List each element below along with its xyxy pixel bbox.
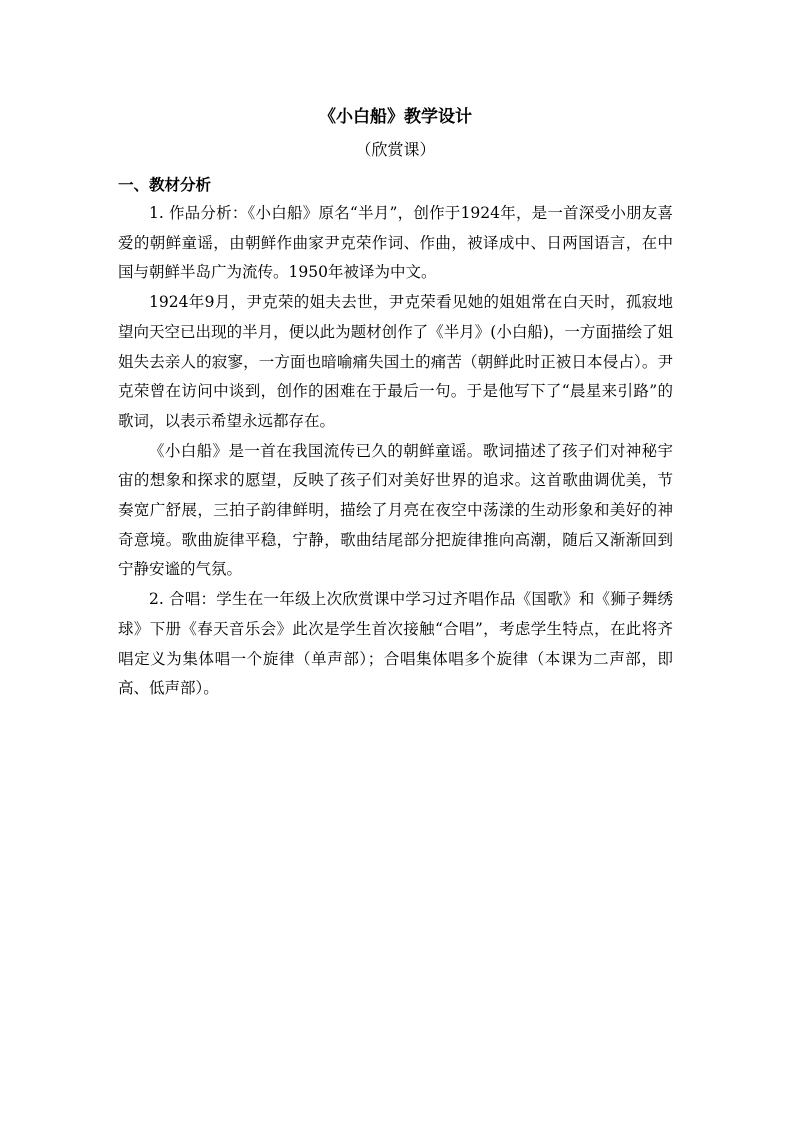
document-body (118, 100, 673, 704)
document-subtitle: （欣赏课） (355, 140, 436, 159)
paragraph-chorus: 2. 合唱：学生在一年级上次欣赏课中学习过齐唱作品《国歌》和《狮子舞绣球》下册《春天音乐会》此次是学生首次接触“合唱”，考虑学生特点，在此将齐唱定义为集体唱一个旋律（单声部）；合唱集体唱多个旋律（本课为二声部，即高、低声部）。 (118, 590, 673, 698)
section-heading-materials-analysis: 一、教材分析 (118, 175, 212, 194)
paragraph-song-description: 《小白船》是一首在我国流传已久的朝鲜童谣。歌词描述了孩子们对神秘宇宙的想象和探求的愿望，反映了孩子们对美好世界的追求。这首歌曲调优美，节奏宽广舒展，三拍子韵律鲜明，描绘了月亮在夜空中荡漾的生动形象和美好的神奇意境。歌曲旋律平稳，宁静，歌曲结尾部分把旋律推向高潮，随后又渐渐回到宁静安谧的气氛。 (118, 441, 673, 579)
paragraph-background: 1924年9月，尹克荣的姐夫去世，尹克荣看见她的姐姐常在白天时，孤寂地望向天空已出现的半月，便以此为题材创作了《半月》(小白船)，一方面描绘了姐姐失去亲人的寂寥，一方面也暗喻痛失国土的痛苦（朝鲜此时正被日本侵占）。尹克荣曾在访问中谈到，创作的困难在于最后一句。于是他写下了“晨星来引路”的歌词，以表示希望永远都存在。 (118, 293, 673, 430)
paragraph-work-analysis: 1. 作品分析：《小白船》原名“半月”，创作于1924年，是一首深受小朋友喜爱的朝鲜童谣，由朝鲜作曲家尹克荣作词、作曲，被译成中、日两国语言，在中国与朝鲜半岛广为流传。1950年被译为中文。 (118, 204, 673, 282)
document-title: 《小白船》教学设计 (319, 107, 472, 127)
